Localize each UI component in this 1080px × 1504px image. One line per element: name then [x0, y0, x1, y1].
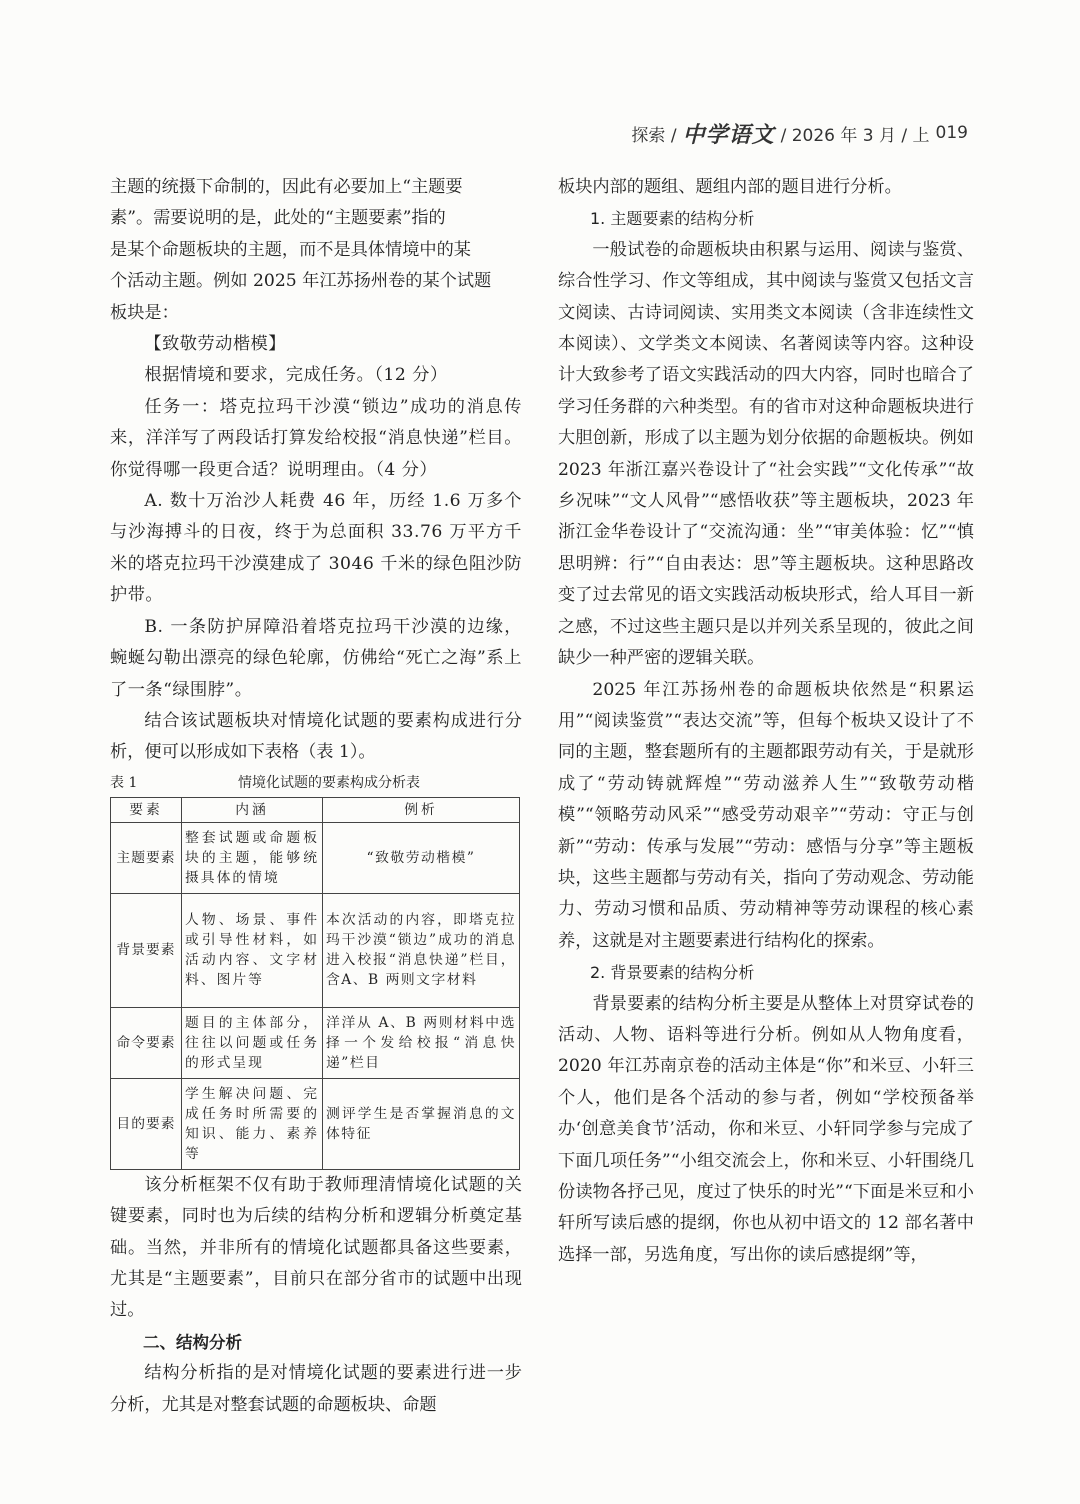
element-cell: 背景要素: [111, 893, 182, 1007]
option-a: A. 数十万治沙人耗费 46 年，历经 1.6 万多个与沙海搏斗的日夜，终于为总面积 33.76 万平方千米的塔克拉玛干沙漠建成了 3046 千米的绿色阻沙防护带。: [110, 491, 522, 606]
task-one: 任务一：塔克拉玛干沙漠“锁边”成功的消息传来，洋洋写了两段话打算发给校报“消息快递”栏目。你觉得哪一段更合适？说明理由。（4 分）: [110, 396, 522, 480]
meaning-cell: 学生解决问题、完成任务时所需要的知识、能力、素养等: [182, 1078, 323, 1169]
journal-logo: 中学语文: [682, 121, 775, 148]
paragraph: 2025 年江苏扬州卷的命题板块依然是“积累运用”“阅读鉴赏”“表达交流”等，但每个板块又设计了不同的主题，整套题所有的主题都跟劳动有关，于是就形成了“劳动铸就辉煌”“劳动滋养人生”“致敬劳动楷模”“领略劳动风采”“感受劳动艰辛”“劳动：守正与创新”“劳动：传承与发展”“劳动：感悟与分享”等主题板块，这些主题都与劳动有关，指向了劳动观念、劳动能力、劳动习惯和品质、劳动精神等劳动课程的核心素养，这就是对主题要素进行结构化的探索。: [558, 679, 974, 951]
example-cell: 测评学生是否掌握消息的文体特征: [323, 1078, 520, 1169]
subheading-background: 2. 背景要素的结构分析: [590, 963, 755, 983]
page-number: 019: [935, 123, 968, 143]
paragraph: 一般试卷的命题板块由积累与运用、阅读与鉴赏、综合性学习、作文等组成，其中阅读与鉴赏又包括文言文阅读、古诗词阅读、实用类文本阅读（含非连续性文本阅读）、文学类文本阅读、名著阅读等内容。这种设计大致参考了语文实践活动的四大内容，同时也暗合了学习任务群的六种类型。有的省市对这种命题板块进行大胆创新，形成了以主题为划分依据的命题板块。例如 2023 年浙江嘉兴卷设计了“社会实践”“文化传承”“故乡况味”“文人风骨”“感悟收获”等主题板块，2023 年浙江金华卷设计了“交流沟通：坐”“审美体验：忆”“慎思明辨：行”“自由表达：思”等主题板块。这种思路改变了过去常见的语文实践活动板块形式，给人耳目一新之感，不过这些主题只是以并列关系呈现的，彼此之间缺少一种严密的逻辑关联。: [558, 239, 974, 669]
paragraph: 背景要素的结构分析主要是从整体上对贯穿试卷的活动、人物、语料等进行分析。例如从人物角度看，2020 年江苏南京卷的活动主体是“你”和米豆、小轩三个人，他们是各个活动的参与者，例如“学校预备举办‘创意美食节’活动，你和米豆、小轩同学参与完成了下面几项任务”“小组交流会上，你和米豆、小轩围绕几份读物各抒己见，度过了快乐的时光”“下面是米豆和小轩所写读后感的提纲，你也从初中语文的 12 部名著中选择一部，另选角度，写出你的读后感提纲”等，: [558, 993, 974, 1265]
table-row: [111, 893, 520, 1007]
meaning-cell: 题目的主体部分，往往以问题或任务的形式呈现: [182, 1007, 323, 1078]
example-cell: “致敬劳动楷模”: [323, 822, 520, 893]
element-cell: 目的要素: [111, 1078, 182, 1169]
meaning-cell: 人物、场景、事件或引导性材料，如活动内容、文字材料、图片等: [182, 893, 323, 1007]
intro-line: 主题的统摄下命制的，因此有必要加上“主题要: [110, 177, 463, 197]
section-label: 探索 /: [631, 125, 677, 146]
intro-line: 个活动主题。例如 2025 年江苏扬州卷的某个试题: [110, 271, 492, 292]
intro-line: 素”。需要说明的是，此处的“主题要素”指的: [110, 208, 446, 229]
right-column: [558, 172, 974, 1271]
table-lead: 结合该试题板块对情境化试题的要素构成进行分析，便可以形成如下表格（表 1）。: [110, 710, 522, 763]
table-title: 情境化试题的要素构成分析表: [238, 774, 420, 791]
example-cell: 本次活动的内容，即塔克拉玛干沙漠“锁边”成功的消息进入校报“消息快递”栏目，含A、B 两则文字材料: [323, 893, 520, 1007]
after-table-paragraph: 该分析框架不仅有助于教师理清情境化试题的关键要素，同时也为后续的结构分析和逻辑分析奠定基础。当然，并非所有的情境化试题都具备这些要素，尤其是“主题要素”，目前只在部分省市的试题中出现过。: [110, 1174, 522, 1321]
example-cell: 洋洋从 A、B 两则材料中选择一个发给校报“消息快递”栏目: [323, 1007, 520, 1078]
example-title: 【致敬劳动楷模】: [144, 334, 286, 355]
table-row: [111, 1078, 520, 1169]
page-header: [631, 118, 968, 148]
subheading-theme: 1. 主题要素的结构分析: [590, 209, 755, 229]
col-header: 例析: [323, 797, 520, 822]
table-row: [111, 1007, 520, 1078]
issue-label: / 2026 年 3 月 / 上: [780, 125, 930, 146]
table-caption: [110, 773, 522, 793]
element-cell: 命令要素: [111, 1007, 182, 1078]
section-paragraph: 结构分析指的是对情境化试题的要素进行进一步分析，尤其是对整套试题的命题板块、命题: [110, 1363, 522, 1415]
col-header: 要素: [111, 797, 182, 822]
option-b: B. 一条防护屏障沿着塔克拉玛干沙漠的边缘，蜿蜒勾勒出漂亮的绿色轮廓，仿佛给“死亡之海”系上了一条“绿围脖”。: [110, 616, 522, 700]
intro-line: 板块是：: [110, 302, 179, 323]
table-number: 表 1: [110, 774, 138, 791]
left-column: [110, 172, 522, 1421]
table-header-row: [111, 797, 520, 822]
example-instruction: 根据情境和要求，完成任务。（12 分）: [144, 365, 448, 386]
element-cell: 主题要素: [111, 822, 182, 893]
analysis-table: [110, 797, 520, 1170]
intro-line: 是某个命题板块的主题，而不是具体情境中的某: [110, 239, 471, 260]
section-heading: 二、结构分析: [143, 1332, 242, 1352]
continued-paragraph: 板块内部的题组、题组内部的题目进行分析。: [558, 177, 902, 197]
meaning-cell: 整套试题或命题板块的主题，能够统摄具体的情境: [182, 822, 323, 893]
table-row: [111, 822, 520, 893]
col-header: 内涵: [182, 797, 323, 822]
